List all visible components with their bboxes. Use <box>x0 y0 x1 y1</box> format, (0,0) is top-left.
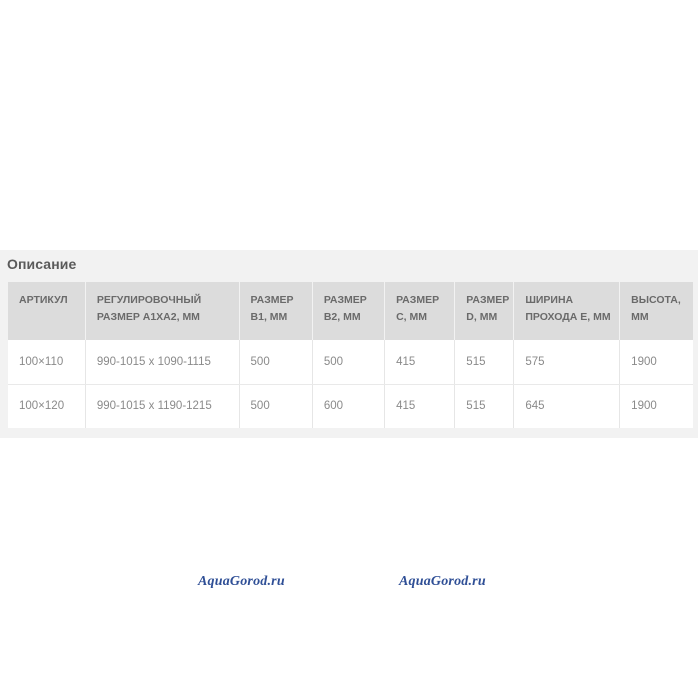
watermark-right: AquaGorod.ru <box>399 574 486 589</box>
cell-adjust-size: 990-1015 x 1190-1215 <box>85 384 239 428</box>
header-passage-width: ШИРИНА ПРОХОДА E, ММ <box>514 282 620 340</box>
cell-size-b2: 600 <box>312 384 384 428</box>
cell-size-d: 515 <box>455 384 514 428</box>
header-adjust-size: РЕГУЛИРОВОЧНЫЙ РАЗМЕР A1XA2, ММ <box>85 282 239 340</box>
cell-size-d: 515 <box>455 340 514 384</box>
cell-size-b1: 500 <box>239 340 312 384</box>
cell-article: 100×120 <box>8 384 85 428</box>
table-row <box>8 340 693 384</box>
table-header-row <box>8 282 693 340</box>
table-row <box>8 384 693 428</box>
section-title: Описание <box>7 256 77 272</box>
cell-passage-width: 645 <box>514 384 620 428</box>
cell-height: 1900 <box>620 340 693 384</box>
cell-size-c: 415 <box>385 340 455 384</box>
watermark-left: AquaGorod.ru <box>198 574 285 589</box>
spec-table <box>8 282 693 428</box>
header-size-d: РАЗМЕР D, ММ <box>455 282 514 340</box>
cell-passage-width: 575 <box>514 340 620 384</box>
header-size-b1: РАЗМЕР B1, ММ <box>239 282 312 340</box>
header-size-b2: РАЗМЕР B2, ММ <box>312 282 384 340</box>
cell-size-c: 415 <box>385 384 455 428</box>
cell-height: 1900 <box>620 384 693 428</box>
cell-article: 100×110 <box>8 340 85 384</box>
header-height: ВЫСОТА, ММ <box>620 282 693 340</box>
cell-adjust-size: 990-1015 x 1090-1115 <box>85 340 239 384</box>
cell-size-b1: 500 <box>239 384 312 428</box>
header-article: АРТИКУЛ <box>8 282 85 340</box>
cell-size-b2: 500 <box>312 340 384 384</box>
header-size-c: РАЗМЕР C, ММ <box>385 282 455 340</box>
